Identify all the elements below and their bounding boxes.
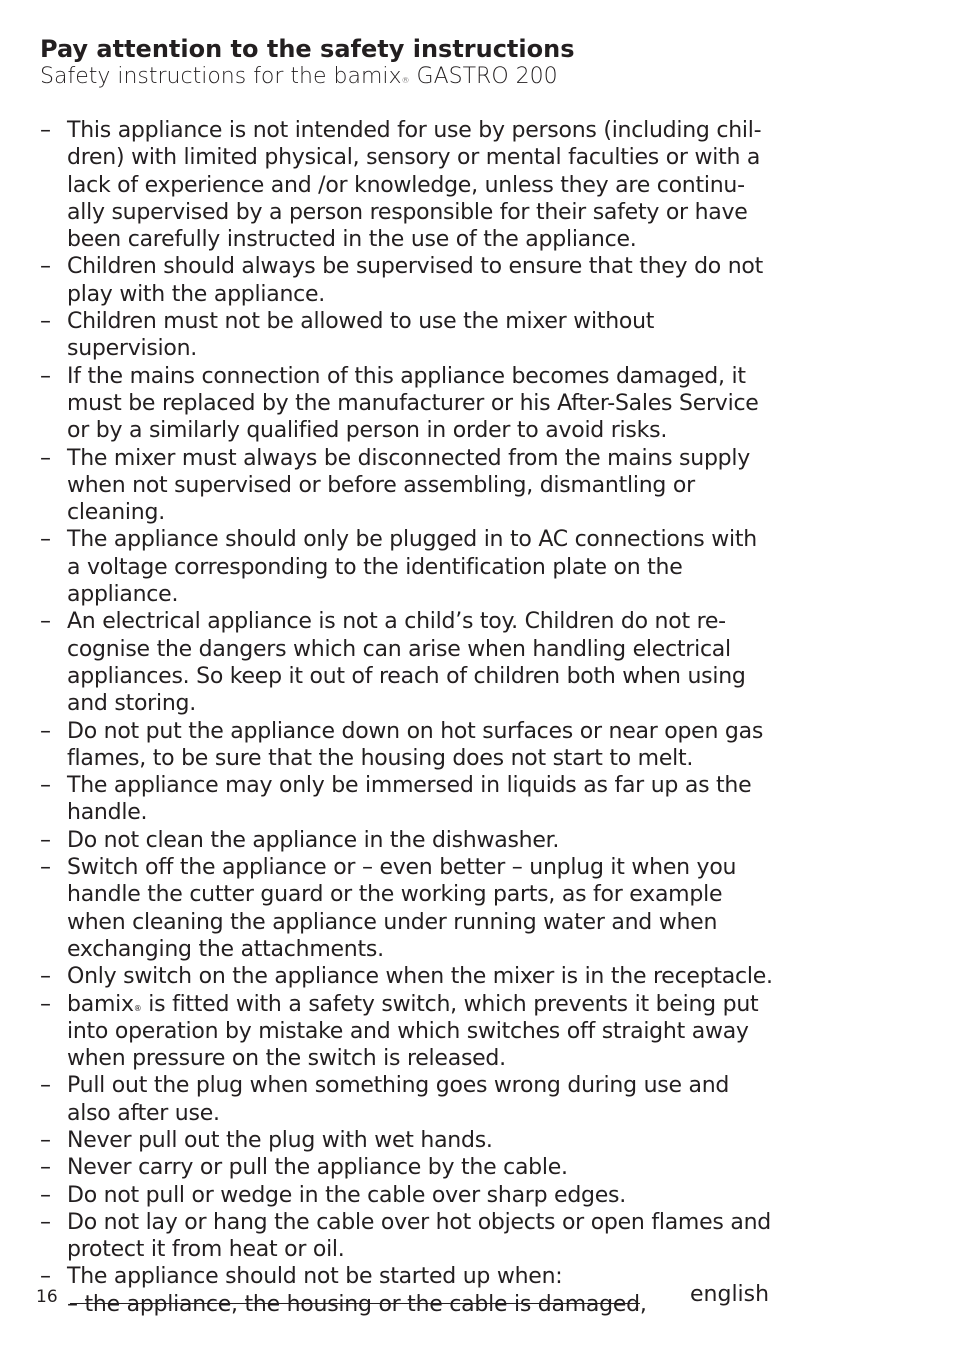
dash: – [40,1073,51,1099]
list-item [40,718,775,773]
item-text: Pull out the plug when something goes wrong during use and also after use. [67,1073,730,1126]
footer-language: english [690,1282,770,1307]
item-text: The appliance should not be started up when: [67,1264,563,1290]
subtitle-prefix: Safety instructions for the bamix [40,64,402,89]
list-item [40,445,775,527]
item-text: Do not pull or wedge in the cable over sharp edges. [67,1182,627,1208]
dash: – [40,964,51,990]
list-item [40,991,775,1073]
list-item [40,526,775,608]
item-text: The mixer must always be disconnected from the mains supply when not supervised or before assembling, dismantling or cleaning. [67,445,751,526]
item-text: If the mains connection of this appliance becomes damaged, it must be replaced by the manufacturer or his After-Sales Service or by a similarly qualified person in order to avoid risks. [67,363,759,444]
dash: – [40,527,51,553]
list-item [40,963,775,990]
sub-item-text: – the appliance, the housing or the cable is damaged, [67,1291,647,1317]
dash: – [40,309,51,335]
registered-mark: ® [401,76,410,85]
dash: – [40,1127,51,1153]
dash: – [40,254,51,280]
list-item [40,253,775,308]
subtitle-suffix: GASTRO 200 [409,64,558,89]
dash: – [40,1155,51,1181]
item-text: The appliance should only be plugged in to AC connections with a voltage corresponding to the identification plate on the appliance. [67,527,757,608]
list-item [40,827,775,854]
item-text: An electrical appliance is not a child’s toy. Children do not re-cognise the dangers which can arise when handling electrical appliances. So keep it out of reach of children both when using and storing. [67,609,746,717]
list-item [40,1209,775,1264]
item-text: Only switch on the appliance when the mixer is in the receptacle. [67,964,773,990]
list-item [40,1154,775,1181]
registered-mark: ® [133,1003,142,1013]
item-text: Children should always be supervised to ensure that they do not play with the appliance. [67,254,764,307]
dash: – [40,991,51,1017]
dash: – [40,718,51,744]
dash: – [40,855,51,881]
item-text: Switch off the appliance or – even better – unplug it when you handle the cutter guard or the working parts, as for example when cleaning the appliance under running water and when exchanging the attachments. [67,855,737,962]
item-text: Do not clean the appliance in the dishwasher. [67,827,560,853]
list-item [40,772,775,827]
item-text: Do not put the appliance down on hot surfaces or near open gas flames, to be sure that the housing does not start to melt. [67,718,764,771]
page-number: 16 [36,1287,58,1307]
dash: – [40,1182,51,1208]
list-item [40,117,775,253]
list-item [40,1072,775,1127]
item-text: The appliance may only be immersed in liquids as far up as the handle. [67,773,752,826]
dash: – [40,609,51,635]
list-item [40,363,775,445]
page-subtitle [40,62,558,92]
list-item [40,1263,775,1318]
page-heading: Pay attention to the safety instructions [40,35,575,63]
item-text: is fitted with a safety switch, which prevents it being put into operation by mistake and which switches off straight away when pressure on the switch is released. [67,991,759,1072]
list-item [40,308,775,363]
list-item [40,1127,775,1154]
item-text: Do not lay or hang the cable over hot objects or open flames and protect it from heat or oil. [67,1209,771,1263]
list-item [40,1182,775,1209]
item-text: Children must not be allowed to use the mixer without supervision. [67,309,655,362]
item-prefix: bamix [67,991,134,1017]
list-item [40,854,775,963]
dash: – [40,773,51,799]
dash: – [40,1264,51,1290]
dash: – [40,363,51,389]
dash: – [40,827,51,853]
safety-instructions-list [40,117,775,1318]
item-text: Never carry or pull the appliance by the cable. [67,1155,568,1181]
list-item [40,608,775,717]
item-text: This appliance is not intended for use by persons (including chil-dren) with limited physical, sensory or mental faculties or with a lack of experience and /or knowledge, unless they are continu-ally supervised by a person responsible for their safety or have been carefully instructed in the use of the appliance. [67,118,762,253]
dash: – [40,118,51,143]
footer-rule [70,1303,640,1304]
dash: – [40,1209,51,1235]
item-text: Never pull out the plug with wet hands. [67,1127,493,1153]
dash: – [40,445,51,471]
